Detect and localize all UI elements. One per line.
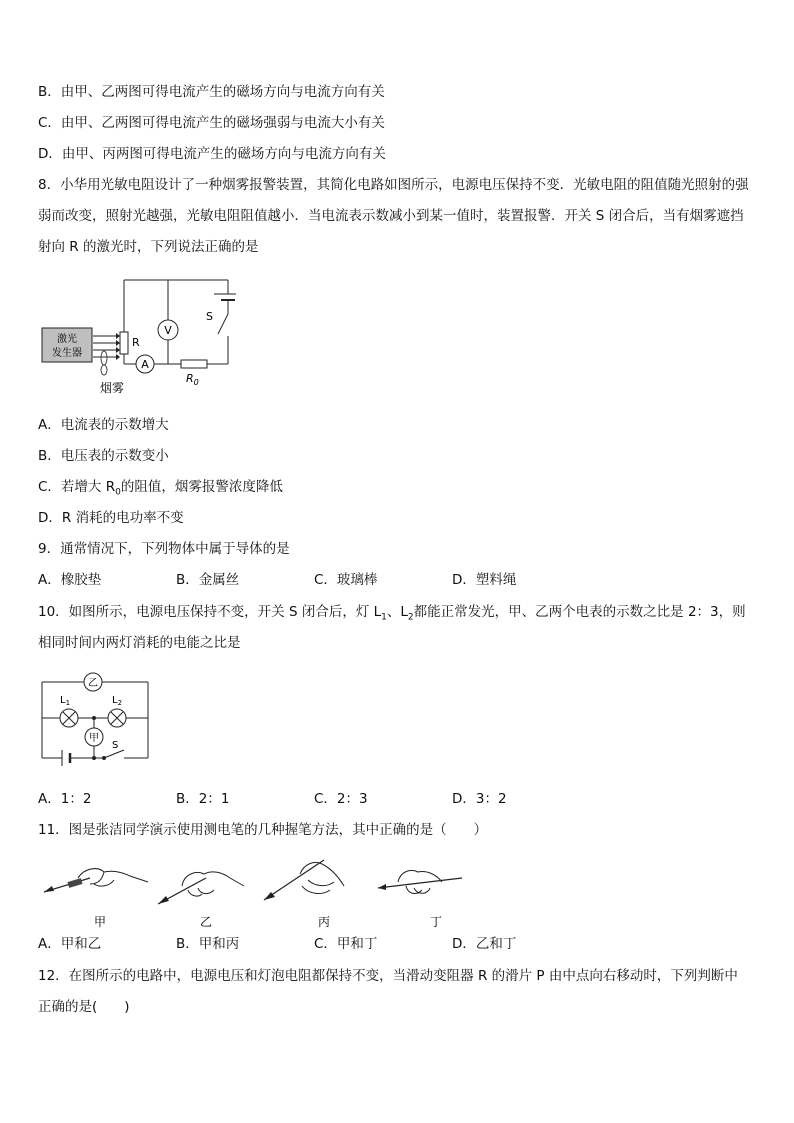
q11-option-a: A．甲和乙 xyxy=(38,936,102,952)
q8-option-b: B．电压表的示数变小 xyxy=(38,448,169,464)
grip-bing-hand-icon xyxy=(264,860,344,900)
q12-stem-line1: 12．在图所示的电路中，电源电压和灯泡电阻都保持不变，当滑动变阻器 R 的滑片 P 由中点向右移动时，下列判断中 xyxy=(38,968,738,984)
voltmeter-label: V xyxy=(164,324,172,337)
q9-option-d: D．塑料绳 xyxy=(452,572,517,588)
q8-option-d: D．R 消耗的电功率不变 xyxy=(38,510,184,526)
grip-yi-hand-icon xyxy=(158,872,244,904)
q9-stem: 9．通常情况下，下列物体中属于导体的是 xyxy=(38,541,290,557)
q10-option-a: A．1：2 xyxy=(38,791,92,807)
q8-stem: 8．小华用光敏电阻设计了一种烟雾报警装置，其简化电路如图所示，电源电压保持不变．光敏电阻的阻值随光照射的强弱而改变，照射光越强，光敏电阻阻值越小．当电流表示数减小到某一值时，装置报警．开关 S 闭合后，当有烟雾遮挡射向 R 的激光时，下列说法正确的是 xyxy=(38,177,749,255)
smoke-label: 烟雾 xyxy=(100,381,125,395)
q10-option-d: D．3：2 xyxy=(452,791,507,807)
q10-stem-line2: 相同时间内两灯消耗的电能之比是 xyxy=(38,635,241,651)
switch-label: S xyxy=(206,310,213,323)
switch-label: S xyxy=(112,740,119,751)
q9-option-b: B．金属丝 xyxy=(176,572,240,588)
q11-stem: 11．图是张洁同学演示使用测电笔的几种握笔方法，其中正确的是（ ） xyxy=(38,822,488,838)
r0-label: $R_0$ xyxy=(186,372,199,387)
grip-label-jia: 甲 xyxy=(93,915,107,929)
switch-icon xyxy=(218,314,228,334)
ammeter-label: A xyxy=(141,358,149,371)
laser-label-line2: 发生器 xyxy=(52,348,82,359)
q11-option-b: B．甲和丙 xyxy=(176,936,240,952)
r-label: R xyxy=(132,336,140,349)
lamp-l2-label: $L_2$ xyxy=(112,695,123,707)
switch-icon xyxy=(104,750,124,758)
q11-option-d: D．乙和丁 xyxy=(452,936,517,952)
grip-label-yi: 乙 xyxy=(199,915,213,929)
q9-option-a: A．橡胶垫 xyxy=(38,572,102,588)
grip-ding-hand-icon xyxy=(378,870,462,893)
q10-stem-line1: 10．如图所示，电源电压保持不变，开关 S 闭合后，灯 $L_1$、$L_2$都能正常发光，甲、乙两个电表的示数之比是 2：3，则 xyxy=(38,604,746,623)
smoke-puff-icon xyxy=(101,351,107,365)
q7-option-b: B．由甲、乙两图可得电流产生的磁场方向与电流方向有关 xyxy=(38,84,385,100)
grip-label-ding: 丁 xyxy=(429,915,443,929)
q7-option-c: C．由甲、乙两图可得电流产生的磁场强弱与电流大小有关 xyxy=(38,115,385,131)
q10-option-b: B．2：1 xyxy=(176,791,230,807)
photoresistor-r xyxy=(120,332,128,354)
meter-jia-label: 甲 xyxy=(89,733,99,744)
q9-option-c: C．玻璃棒 xyxy=(314,572,378,588)
q8-smoke-alarm-circuit-figure xyxy=(38,274,236,398)
q11-option-c: C．甲和丁 xyxy=(314,936,378,952)
q7-option-d: D．由甲、丙两图可得电流产生的磁场方向与电流方向有关 xyxy=(38,146,386,162)
q10-option-c: C．2：3 xyxy=(314,791,368,807)
grip-label-bing: 丙 xyxy=(317,915,331,929)
q10-circuit-figure xyxy=(38,666,152,774)
q12-stem-line2: 正确的是( ) xyxy=(38,999,130,1015)
meter-yi-label: 乙 xyxy=(88,678,98,689)
laser-label-line1: 激光 xyxy=(57,334,77,345)
grip-jia-hand-icon xyxy=(44,869,148,892)
q8-option-a: A．电流表的示数增大 xyxy=(38,417,169,433)
lamp-l1-label: $L_1$ xyxy=(60,695,71,707)
q11-test-pen-grip-figure xyxy=(38,852,478,930)
resistor-r0 xyxy=(181,360,207,368)
q8-option-c: C．若增大 $R_0$的阻值，烟雾报警浓度降低 xyxy=(38,479,283,498)
